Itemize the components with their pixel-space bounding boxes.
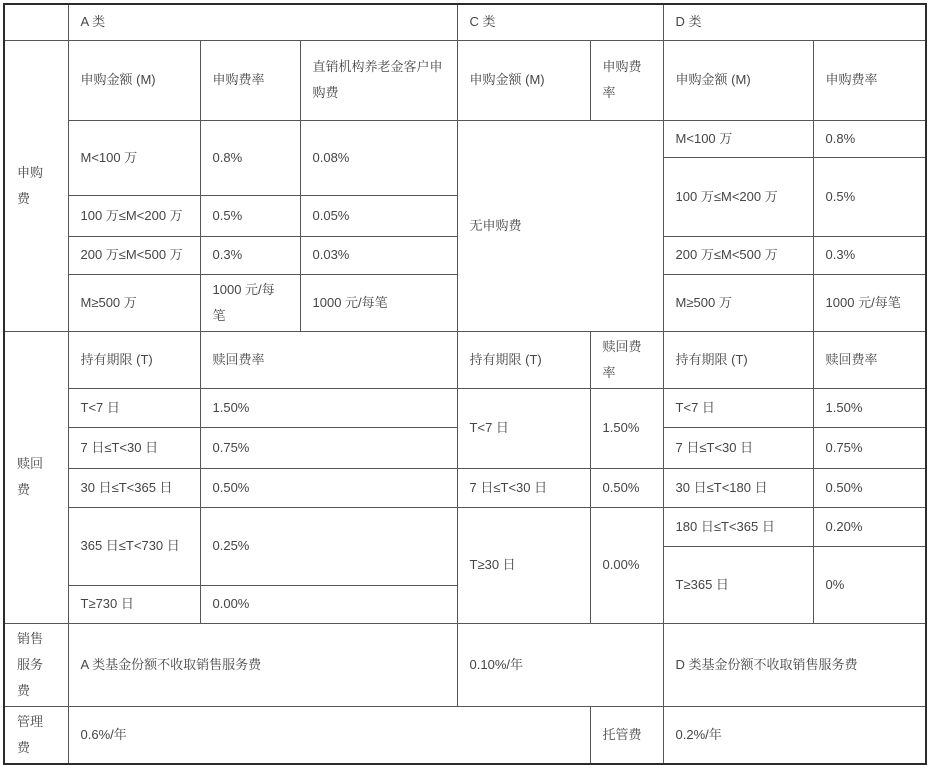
header-class-c: C 类 <box>457 4 663 40</box>
header-class-a: A 类 <box>68 4 457 40</box>
subscription-a-tier2-direct: 0.05% <box>300 195 457 236</box>
custody-fee-label: 托管费 <box>590 706 663 764</box>
redemption-c-tier1-rate: 1.50% <box>590 388 663 468</box>
subscription-a-tier1-direct: 0.08% <box>300 120 457 195</box>
redemption-a-tier3-range: 30 日≤T<365 日 <box>68 468 200 507</box>
redemption-d-tier3-range: 30 日≤T<180 日 <box>663 468 813 507</box>
redemption-c-header-period: 持有期限 (T) <box>457 331 590 388</box>
subscription-a-tier3-direct: 0.03% <box>300 236 457 274</box>
redemption-subheader-row <box>4 331 926 388</box>
redemption-d-tier2-range: 7 日≤T<30 日 <box>663 427 813 468</box>
redemption-row-1 <box>4 388 926 427</box>
subscription-d-tier4-range: M≥500 万 <box>663 274 813 331</box>
redemption-c-tier3-rate: 0.00% <box>590 507 663 623</box>
subscription-a-tier3-rate: 0.3% <box>200 236 300 274</box>
sales-service-d-note: D 类基金份额不收取销售服务费 <box>663 623 926 706</box>
redemption-c-tier1-range: T<7 日 <box>457 388 590 468</box>
redemption-a-tier4-range: 365 日≤T<730 日 <box>68 507 200 585</box>
redemption-a-tier5-rate: 0.00% <box>200 585 457 623</box>
sales-service-c-value: 0.10%/年 <box>457 623 663 706</box>
redemption-d-tier5-rate: 0% <box>813 546 926 623</box>
redemption-c-tier3-range: T≥30 日 <box>457 507 590 623</box>
redemption-d-header-period: 持有期限 (T) <box>663 331 813 388</box>
redemption-d-tier4-rate: 0.20% <box>813 507 926 546</box>
subscription-a-header-direct: 直销机构养老金客户申购费 <box>300 40 457 120</box>
subscription-a-tier4-rate: 1000 元/每笔 <box>200 274 300 331</box>
redemption-a-header-period: 持有期限 (T) <box>68 331 200 388</box>
header-row <box>4 4 926 40</box>
subscription-d-tier3-rate: 0.3% <box>813 236 926 274</box>
subscription-d-tier2-rate: 0.5% <box>813 157 926 236</box>
redemption-d-tier1-rate: 1.50% <box>813 388 926 427</box>
redemption-d-tier5-range: T≥365 日 <box>663 546 813 623</box>
subscription-a-header-rate: 申购费率 <box>200 40 300 120</box>
subscription-row-label: 申购费 <box>4 40 68 331</box>
management-fee-value: 0.6%/年 <box>68 706 590 764</box>
subscription-row-1 <box>4 120 926 157</box>
management-fee-row <box>4 706 926 764</box>
redemption-d-header-rate: 赎回费率 <box>813 331 926 388</box>
redemption-c-header-rate: 赎回费率 <box>590 331 663 388</box>
redemption-a-tier2-range: 7 日≤T<30 日 <box>68 427 200 468</box>
fund-fee-table <box>3 3 927 765</box>
subscription-a-tier4-direct: 1000 元/每笔 <box>300 274 457 331</box>
subscription-d-header-amount: 申购金额 (M) <box>663 40 813 120</box>
subscription-d-tier1-rate: 0.8% <box>813 120 926 157</box>
redemption-d-tier4-range: 180 日≤T<365 日 <box>663 507 813 546</box>
redemption-a-tier4-rate: 0.25% <box>200 507 457 585</box>
redemption-a-tier1-rate: 1.50% <box>200 388 457 427</box>
redemption-d-tier2-rate: 0.75% <box>813 427 926 468</box>
redemption-a-tier1-range: T<7 日 <box>68 388 200 427</box>
subscription-d-tier2-range: 100 万≤M<200 万 <box>663 157 813 236</box>
redemption-a-tier2-rate: 0.75% <box>200 427 457 468</box>
header-class-d: D 类 <box>663 4 926 40</box>
subscription-c-note: 无申购费 <box>457 120 663 331</box>
subscription-c-header-amount: 申购金额 (M) <box>457 40 590 120</box>
subscription-a-tier2-range: 100 万≤M<200 万 <box>68 195 200 236</box>
redemption-d-tier1-range: T<7 日 <box>663 388 813 427</box>
management-row-label: 管理费 <box>4 706 68 764</box>
redemption-row-4 <box>4 507 926 546</box>
sales-service-a-note: A 类基金份额不收取销售服务费 <box>68 623 457 706</box>
redemption-a-header-rate: 赎回费率 <box>200 331 457 388</box>
subscription-c-header-rate: 申购费率 <box>590 40 663 120</box>
redemption-row-label: 赎回费 <box>4 331 68 623</box>
redemption-c-tier2-rate: 0.50% <box>590 468 663 507</box>
sales-service-row-label: 销售服务费 <box>4 623 68 706</box>
sales-service-row <box>4 623 926 706</box>
subscription-a-tier3-range: 200 万≤M<500 万 <box>68 236 200 274</box>
subscription-a-header-amount: 申购金额 (M) <box>68 40 200 120</box>
redemption-c-tier2-range: 7 日≤T<30 日 <box>457 468 590 507</box>
subscription-a-tier2-rate: 0.5% <box>200 195 300 236</box>
subscription-subheader-row <box>4 40 926 120</box>
subscription-a-tier1-range: M<100 万 <box>68 120 200 195</box>
subscription-d-tier1-range: M<100 万 <box>663 120 813 157</box>
redemption-row-3 <box>4 468 926 507</box>
subscription-d-header-rate: 申购费率 <box>813 40 926 120</box>
redemption-a-tier5-range: T≥730 日 <box>68 585 200 623</box>
redemption-d-tier3-rate: 0.50% <box>813 468 926 507</box>
subscription-d-tier3-range: 200 万≤M<500 万 <box>663 236 813 274</box>
header-blank-cell <box>4 4 68 40</box>
subscription-a-tier1-rate: 0.8% <box>200 120 300 195</box>
custody-fee-value: 0.2%/年 <box>663 706 926 764</box>
redemption-a-tier3-rate: 0.50% <box>200 468 457 507</box>
subscription-a-tier4-range: M≥500 万 <box>68 274 200 331</box>
subscription-d-tier4-rate: 1000 元/每笔 <box>813 274 926 331</box>
